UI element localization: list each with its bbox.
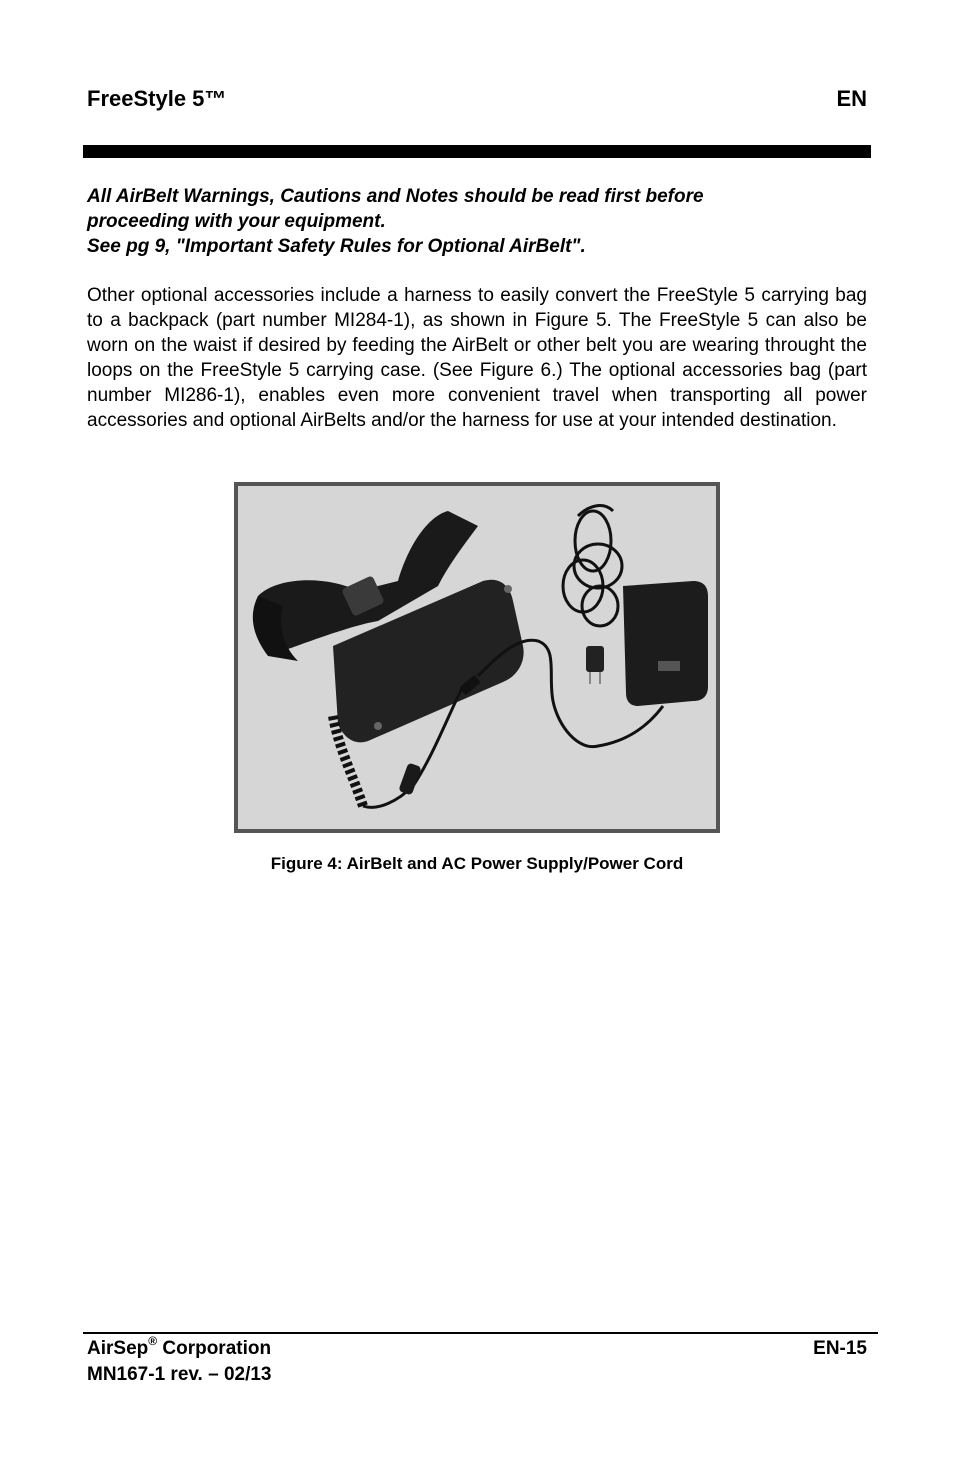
footer-doc-revision: MN167-1 rev. – 02/13: [87, 1364, 272, 1385]
airbelt-warning: [87, 184, 867, 259]
company-name: AirSep: [87, 1338, 149, 1359]
warning-line-1: All AirBelt Warnings, Cautions and Notes should be read first before: [87, 186, 704, 207]
header-language: EN: [836, 86, 867, 111]
page-header: [87, 86, 867, 118]
warning-line-2: proceeding with your equipment.: [87, 211, 386, 232]
figure-airbelt-photo: [234, 482, 720, 833]
footer-company: [87, 1336, 272, 1362]
accessories-paragraph: Other optional accessories include a harness to easily convert the FreeStyle 5 carrying bag to a backpack (part number MI284-1), as shown in Figure 5. The FreeStyle 5 can also be worn on the waist if desired by feeding the AirBelt or other belt you are wearing throught the loops on the FreeStyle 5 carrying case. (See Figure 6.) The optional accessories bag (part number MI286-1), enables even more convenient travel when transporting all power accessories and optional AirBelts and/or the harness for use at your intended destination.: [87, 285, 867, 431]
airbelt-power-supply-illustration: [238, 486, 716, 829]
warning-line-3: See pg 9, "Important Safety Rules for Optional AirBelt".: [87, 236, 586, 257]
footer-left: [87, 1336, 272, 1388]
figure-caption: Figure 4: AirBelt and AC Power Supply/Power Cord: [270, 854, 684, 873]
header-title: FreeStyle 5™: [87, 86, 227, 111]
company-suffix: Corporation: [157, 1338, 272, 1359]
header-divider: [83, 145, 871, 158]
registered-mark: ®: [148, 1334, 158, 1348]
footer-page-number: EN-15: [813, 1338, 867, 1359]
footer-divider: [83, 1332, 878, 1334]
